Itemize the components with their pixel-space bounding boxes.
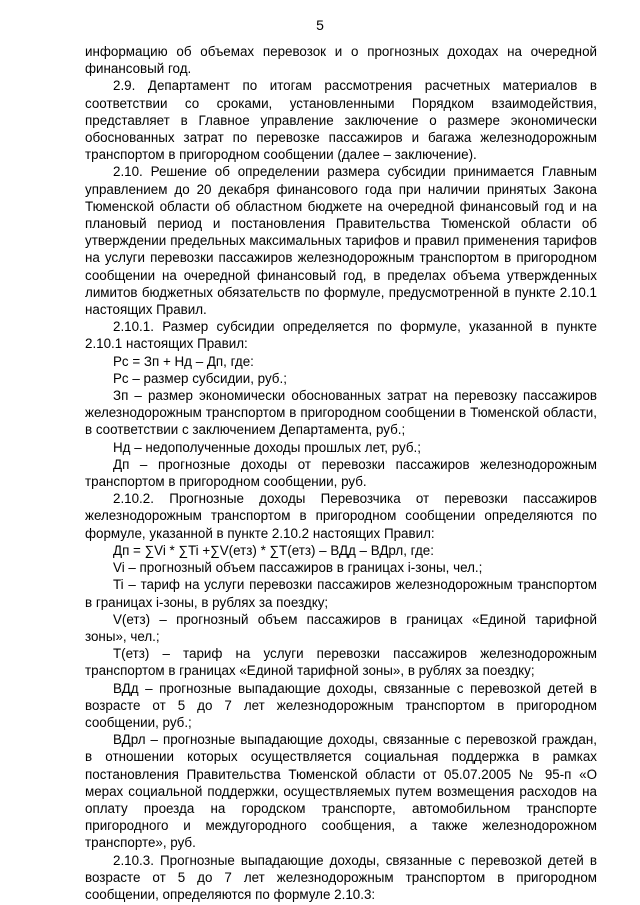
definition-vdd: ВДд – прогнозные выпадающие доходы, связанные с перевозкой детей в возрасте от 5 до 7 лет железнодорожным транспортом в пригородном сообщении, руб.; bbox=[85, 680, 597, 730]
paragraph-continuation: информацию об объемах перевозок и о прогнозных доходах на очередной финансовый год. bbox=[85, 44, 597, 77]
paragraph-2-10-2: 2.10.2. Прогнозные доходы Перевозчика от перевозки пассажиров железнодорожным транспортом в пригородном сообщении определяются по формуле, указанной в пункте 2.10.2 настоящих Правил: bbox=[85, 491, 597, 541]
paragraph-2-10-3: 2.10.3. Прогнозные выпадающие доходы, связанные с перевозкой детей в возрасте от 5 до 7 лет железнодорожным транспортом в пригородном сообщении, определяются по формуле 2.10.3: bbox=[85, 852, 597, 902]
definition-zp: Зп – размер экономически обоснованных затрат на перевозку пассажиров железнодорожным транспортом в пригородном сообщении в Тюменской области, в соответствии с заключением Департамента, руб.; bbox=[85, 388, 597, 438]
definition-dp: Дп – прогнозные доходы от перевозки пассажиров железнодорожным транспортом в пригородном сообщении, руб. bbox=[85, 456, 597, 490]
formula-forecast-income: Дп = ∑Vi * ∑Ti +∑V(етз) * ∑T(етз) – ВДд – ВДрл, где: bbox=[113, 542, 434, 558]
definition-vdrl: ВДрл – прогнозные выпадающие доходы, связанные с перевозкой граждан, в отношении которых осуществляется социальная поддержка в рамках постановления Правительства Тюменской области от 05.07.2005 № 95-п «О мерах социальной поддержки, осуществляемых путем возмещения расходов на оплату проезда на городском транспорте, автомобильном транспорте пригородного и междугородного сообщения, а также железнодорожном транспорте», руб. bbox=[85, 732, 597, 851]
definition-nd: Нд – недополученные доходы прошлых лет, руб.; bbox=[113, 439, 421, 455]
definition-vi: Vi – прогнозный объем пассажиров в границах i-зоны, чел.; bbox=[113, 560, 483, 576]
page-number: 5 bbox=[316, 17, 324, 33]
definition-t-etz: T(етз) – тариф на услуги перевозки пассажиров железнодорожным транспортом в границах «Единой тарифной зоны», в рублях за поездку; bbox=[85, 646, 597, 679]
document-body bbox=[85, 43, 597, 903]
paragraph-2-9: 2.9. Департамент по итогам рассмотрения расчетных материалов в соответствии со сроками, установленными Порядком взаимодействия, представляет в Главное управление заключение о размере экономически обоснованных затрат по перевозке пассажиров и багажа железнодорожным транспортом в пригородном сообщении (далее – заключение). bbox=[85, 78, 597, 163]
paragraph-2-10: 2.10. Решение об определении размера субсидии принимается Главным управлением до 20 декабря финансового года при наличии принятых Закона Тюменской области об областном бюджете на очередной финансовый год и на плановый период и постановления Правительства Тюменской области об утверждении предельных максимальных тарифов и правил применения тарифов на услуги перевозки пассажиров железнодорожным транспортом в пригородном сообщении на очередной финансовый год, в пределах объема утвержденных лимитов бюджетных обязательств по формуле, предусмотренной в пункте 2.10.1 настоящих Правил. bbox=[85, 164, 597, 318]
definition-rs: Рс – размер субсидии, руб.; bbox=[113, 370, 287, 386]
definition-ti: Ti – тариф на услуги перевозки пассажиров железнодорожным транспортом в границах i-зоны, в рублях за поездку; bbox=[85, 577, 597, 610]
definition-v-etz: V(етз) – прогнозный объем пассажиров в границах «Единой тарифной зоны», чел.; bbox=[85, 611, 597, 644]
formula-subsidy: Рс = Зп + Нд – Дп, где: bbox=[113, 353, 254, 369]
paragraph-2-10-1: 2.10.1. Размер субсидии определяется по формуле, указанной в пункте 2.10.1 настоящих Правил: bbox=[85, 319, 597, 352]
